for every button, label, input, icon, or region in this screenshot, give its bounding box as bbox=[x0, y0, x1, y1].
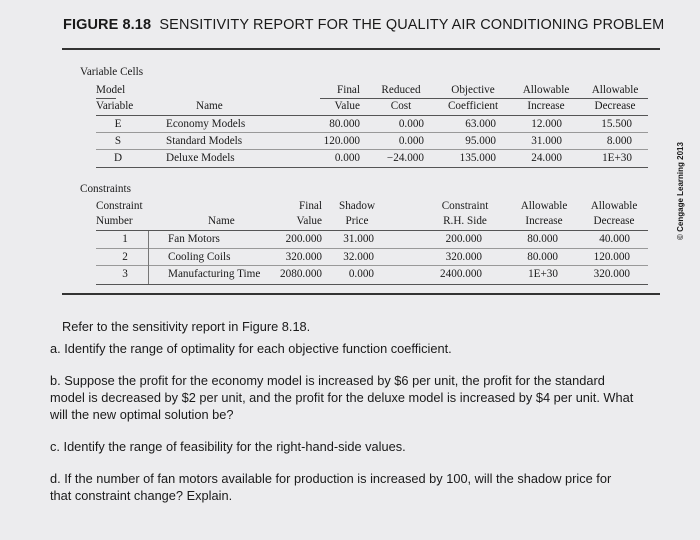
constraints-heading: Constraints bbox=[80, 183, 131, 195]
header-shadow: Shadow bbox=[338, 200, 376, 212]
con-final: 2080.000 bbox=[280, 268, 322, 280]
question-b-line3: will the new optimal solution be? bbox=[50, 407, 234, 422]
var-cell: D bbox=[113, 152, 123, 164]
header-constraint-rhs-2: R.H. Side bbox=[443, 215, 487, 227]
copyright-credit: © Cengage Learning 2013 bbox=[676, 142, 685, 240]
rule bbox=[96, 98, 116, 99]
header-reduced: Reduced bbox=[381, 84, 421, 96]
question-d-line1: d. If the number of fan motors available for production is increased by 100, will the shadow price for bbox=[50, 471, 612, 486]
rule bbox=[320, 98, 648, 99]
question-d-line2: that constraint change? Explain. bbox=[50, 488, 233, 503]
header-value: Value bbox=[334, 100, 360, 112]
header-price: Price bbox=[345, 215, 369, 227]
header-allow-inc-1: Allowable bbox=[520, 200, 568, 212]
rule bbox=[96, 265, 648, 266]
header-allow-inc-1: Allowable bbox=[522, 84, 570, 96]
var-final: 80.000 bbox=[329, 118, 360, 130]
question-b-line2: model is decreased by $2 per unit, and the profit for the deluxe model is increased by $4 per unit. What bbox=[50, 390, 634, 405]
header-objective: Objective bbox=[451, 84, 495, 96]
con-final: 320.000 bbox=[285, 251, 322, 263]
var-reduced: 0.000 bbox=[398, 118, 424, 130]
rule bbox=[96, 284, 648, 285]
con-rhs: 320.000 bbox=[445, 251, 482, 263]
figure-number: FIGURE 8.18 bbox=[63, 17, 152, 33]
con-num: 2 bbox=[122, 251, 128, 263]
header-allow-inc-2: Increase bbox=[525, 215, 563, 227]
var-inc: 31.000 bbox=[531, 135, 562, 147]
con-rhs: 2400.000 bbox=[440, 268, 482, 280]
header-model: Model bbox=[96, 84, 126, 96]
rule bbox=[96, 167, 648, 168]
header-allow-dec-1: Allowable bbox=[591, 84, 639, 96]
con-shadow: 32.000 bbox=[343, 251, 374, 263]
var-reduced: −24.000 bbox=[386, 152, 424, 164]
con-rhs: 200.000 bbox=[445, 233, 482, 245]
rule bbox=[96, 132, 648, 133]
con-name: Cooling Coils bbox=[168, 251, 231, 263]
header-allow-dec-2: Decrease bbox=[593, 215, 635, 227]
con-inc: 1E+30 bbox=[528, 268, 558, 280]
bottom-rule bbox=[62, 293, 660, 295]
header-variable: Variable bbox=[96, 100, 134, 112]
var-coef: 135.000 bbox=[459, 152, 496, 164]
question-a: a. Identify the range of optimality for each objective function coefficient. bbox=[50, 341, 452, 356]
question-b-line1: b. Suppose the profit for the economy model is increased by $6 per unit, the profit for the standard bbox=[50, 373, 605, 388]
con-num: 3 bbox=[122, 268, 128, 280]
var-final: 0.000 bbox=[334, 152, 360, 164]
con-shadow: 0.000 bbox=[348, 268, 374, 280]
con-dec: 120.000 bbox=[593, 251, 630, 263]
header-final: Final bbox=[337, 84, 360, 96]
con-shadow: 31.000 bbox=[343, 233, 374, 245]
question-c: c. Identify the range of feasibility for the right-hand-side values. bbox=[50, 439, 406, 454]
figure-caption: SENSITIVITY REPORT FOR THE QUALITY AIR CONDITIONING PROBLEM bbox=[159, 17, 665, 33]
con-final: 200.000 bbox=[285, 233, 322, 245]
con-inc: 80.000 bbox=[527, 233, 558, 245]
rule bbox=[96, 248, 648, 249]
con-name: Fan Motors bbox=[168, 233, 220, 245]
header-allow-dec-2: Decrease bbox=[594, 100, 636, 112]
variable-cells-heading: Variable Cells bbox=[80, 66, 144, 78]
var-dec: 15.500 bbox=[601, 118, 632, 130]
header-cost: Cost bbox=[390, 100, 412, 112]
column-divider bbox=[148, 231, 149, 284]
var-coef: 63.000 bbox=[465, 118, 496, 130]
header-value: Value bbox=[296, 215, 322, 227]
header-coefficient: Coefficient bbox=[447, 100, 499, 112]
header-final: Final bbox=[299, 200, 322, 212]
rule bbox=[96, 115, 648, 116]
var-name: Standard Models bbox=[166, 135, 243, 147]
con-name: Manufacturing Time bbox=[168, 268, 261, 280]
con-dec: 40.000 bbox=[599, 233, 630, 245]
header-name: Name bbox=[208, 215, 235, 227]
header-constraint-rhs-1: Constraint bbox=[441, 200, 489, 212]
var-inc: 12.000 bbox=[531, 118, 562, 130]
header-name: Name bbox=[196, 100, 223, 112]
header-constraint: Constraint bbox=[96, 200, 143, 212]
var-dec: 1E+30 bbox=[602, 152, 632, 164]
var-reduced: 0.000 bbox=[398, 135, 424, 147]
var-coef: 95.000 bbox=[465, 135, 496, 147]
header-number: Number bbox=[96, 215, 133, 227]
var-name: Economy Models bbox=[166, 118, 246, 130]
con-inc: 80.000 bbox=[527, 251, 558, 263]
header-allow-dec-1: Allowable bbox=[590, 200, 638, 212]
top-rule bbox=[62, 48, 660, 50]
var-dec: 8.000 bbox=[606, 135, 632, 147]
var-inc: 24.000 bbox=[531, 152, 562, 164]
var-cell: S bbox=[114, 135, 122, 147]
var-cell: E bbox=[114, 118, 122, 130]
rule bbox=[96, 230, 648, 231]
rule bbox=[96, 149, 648, 150]
var-final: 120.000 bbox=[323, 135, 360, 147]
con-dec: 320.000 bbox=[593, 268, 630, 280]
header-allow-inc-2: Increase bbox=[527, 100, 565, 112]
question-intro: Refer to the sensitivity report in Figure 8.18. bbox=[62, 319, 311, 334]
var-name: Deluxe Models bbox=[166, 152, 235, 164]
con-num: 1 bbox=[122, 233, 128, 245]
figure-title bbox=[63, 17, 664, 33]
